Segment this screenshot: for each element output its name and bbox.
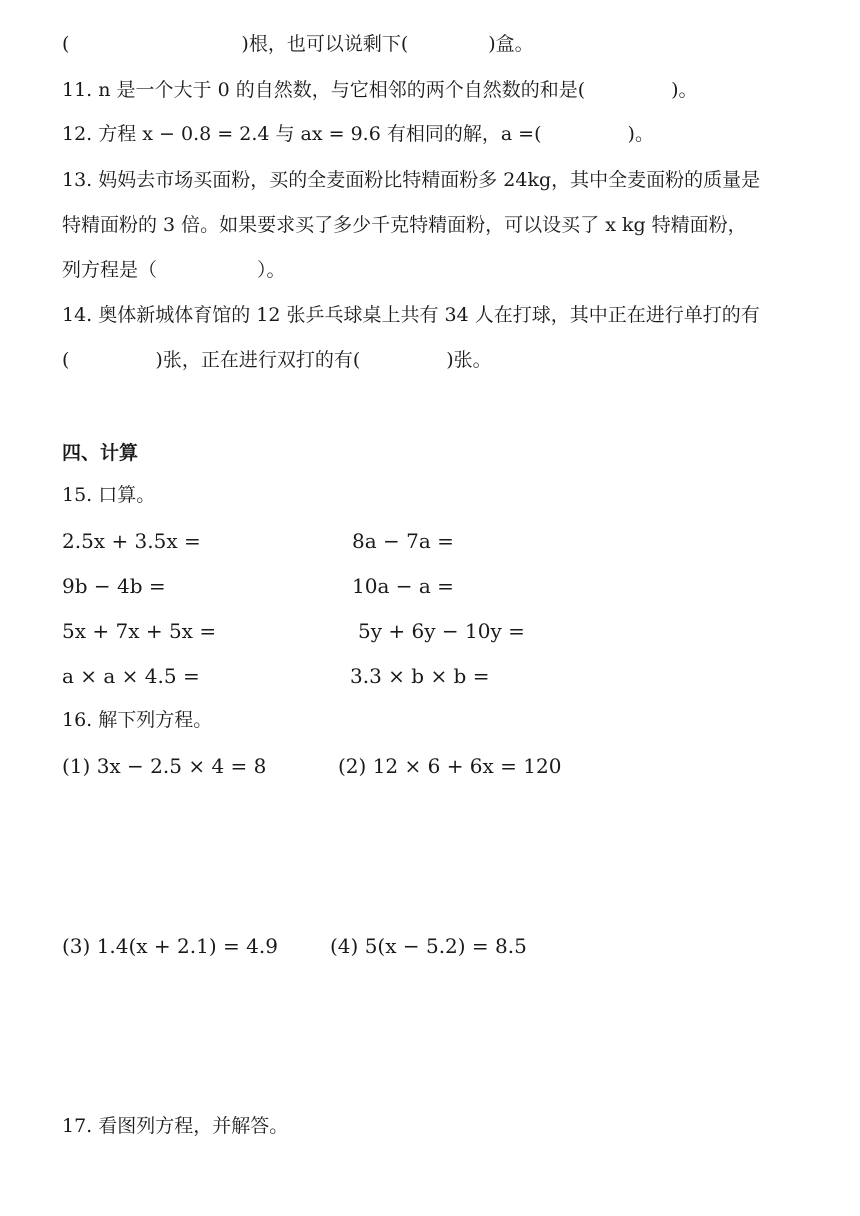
- q10-text-2: )根，也可以说剩下(: [241, 33, 409, 55]
- question-11: [62, 78, 698, 102]
- q11-text-1: 11. n 是一个大于 0 的自然数，与它相邻的两个自然数的和是(: [62, 79, 586, 101]
- q16-equation-2: (2) 12 × 6 + 6x = 120: [338, 754, 562, 778]
- q15-label: 15. 口算。: [62, 484, 156, 506]
- q17-label: 17. 看图列方程，并解答。: [62, 1115, 289, 1137]
- q13-line-3: [62, 258, 286, 282]
- q15-item-8: 3.3 × b × b =: [350, 664, 490, 688]
- q10-text-1: (: [62, 33, 70, 55]
- q13-text-2: ）。: [257, 259, 286, 281]
- q15-item-7: a × a × 4.5 =: [62, 664, 200, 688]
- q11-text-2: )。: [671, 79, 698, 101]
- section-heading: 四、计算: [62, 442, 139, 464]
- q15-item-4: 10a − a =: [352, 574, 454, 598]
- q14-text-2: )张，正在进行双打的有(: [155, 349, 361, 371]
- q12-text-1: 12. 方程 x − 0.8 = 2.4 与 ax = 9.6 有相同的解，a =(: [62, 123, 542, 145]
- q14-line-2: [62, 348, 492, 372]
- q16-label: 16. 解下列方程。: [62, 709, 213, 731]
- q12-text-2: )。: [627, 123, 654, 145]
- q16-equation-4: (4) 5(x − 5.2) = 8.5: [330, 934, 527, 958]
- q14-line-1: 14. 奥体新城体育馆的 12 张乒乓球桌上共有 34 人在打球，其中正在进行单打的有: [62, 304, 760, 326]
- question-12: [62, 122, 654, 146]
- q13-line-1: 13. 妈妈去市场买面粉，买的全麦面粉比特精面粉多 24kg，其中全麦面粉的质量是: [62, 169, 761, 191]
- q14-text-3: )张。: [446, 349, 492, 371]
- q13-text-1: 列方程是（: [62, 259, 158, 281]
- q15-item-6: 5y + 6y − 10y =: [358, 619, 525, 643]
- q10-continuation: [62, 32, 534, 56]
- q15-item-2: 8a − 7a =: [352, 529, 454, 553]
- q15-item-5: 5x + 7x + 5x =: [62, 619, 217, 643]
- q13-line-2: 特精面粉的 3 倍。如果要求买了多少千克特精面粉，可以设买了 x kg 特精面粉，: [62, 214, 747, 236]
- q14-text-1: (: [62, 349, 70, 371]
- q16-equation-1: (1) 3x − 2.5 × 4 = 8: [62, 754, 267, 778]
- q15-item-3: 9b − 4b =: [62, 574, 166, 598]
- q10-text-3: )盒。: [488, 33, 534, 55]
- q16-equation-3: (3) 1.4(x + 2.1) = 4.9: [62, 934, 278, 958]
- q15-item-1: 2.5x + 3.5x =: [62, 529, 201, 553]
